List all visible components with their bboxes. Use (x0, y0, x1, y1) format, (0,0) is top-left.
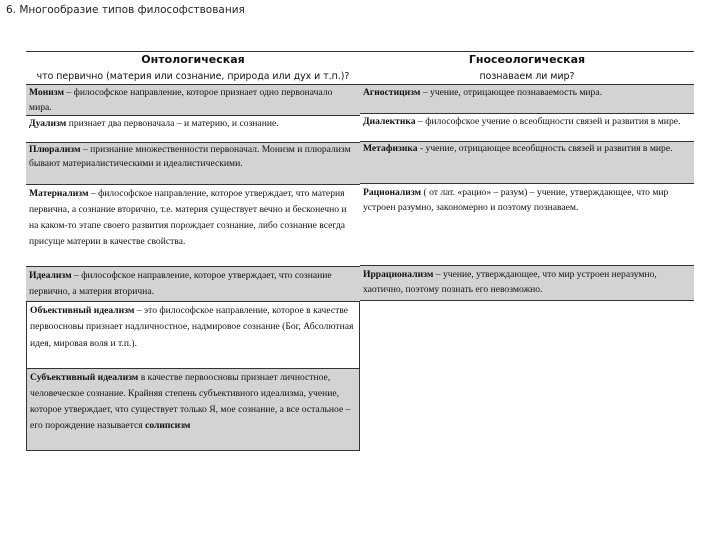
def-pluralism: – признание множественности первоначал. Монизм и плюрализм бывают материалистическими и идеалистическими. (29, 144, 351, 169)
left-row-pluralism (26, 143, 360, 185)
right-row-rationalism (360, 184, 694, 266)
left-row-materialism (26, 185, 360, 267)
term-monism: Монизм (29, 87, 65, 98)
right-subheader-text: познаваем ли мир? (479, 71, 575, 82)
term-rationalism: Рационализм (363, 187, 422, 198)
term-irrationalism: Иррационализм (363, 269, 434, 280)
right-row-metaphysics (360, 142, 694, 184)
def-dualism: признает два первоначала – и материю, и сознание. (66, 118, 279, 129)
right-row-agnosticism (360, 85, 694, 113)
left-subheader-text: что первично (материя или сознание, природа или дух и т.п.)? (36, 71, 350, 82)
term-metaphysics: Метафизика (363, 143, 418, 154)
right-subheader (360, 69, 694, 85)
left-row-idealism (26, 267, 360, 302)
left-row-dualism (26, 115, 360, 143)
left-row-monism (26, 85, 360, 115)
term-solipsism: солипсизм (145, 420, 191, 431)
left-header (26, 51, 360, 67)
term-pluralism: Плюрализм (29, 144, 81, 155)
def-dialectics: – философское учение о всеобщности связей и развития в мире. (415, 116, 681, 127)
right-row-dialectics (360, 113, 694, 142)
def-agnosticism: – учение, отрицающее познаваемость мира. (420, 87, 603, 98)
right-header (360, 51, 694, 67)
left-row-objective-idealism (26, 302, 360, 369)
left-header-text: Онтологическая (141, 53, 245, 66)
left-row-subjective-idealism (26, 369, 360, 451)
def-materialism: – философское направление, которое утверждает, что материя первична, а сознание вторично, т.е. материя существует вечно и бесконечно и на каком-то этапе своего развития порождает сознание, либо сознание всегда присуще материи в качестве свойства. (29, 188, 347, 247)
term-dualism: Дуализм (29, 118, 67, 129)
term-agnosticism: Агностицизм (363, 87, 421, 98)
def-metaphysics: - учение, отрицающее всеобщность связей и развития в мире. (417, 143, 673, 154)
def-idealism: – философское направление, которое утверждает, что сознание первично, а материя вторична. (29, 270, 332, 297)
def-subjective-idealism: в качестве первоосновы признает личностное, человеческое сознание. Крайняя степень субъективного идеализма, учение, которое утверждает, что существует только Я, мое сознание, а все остальное – его порождение называется (30, 372, 351, 431)
left-subheader (26, 69, 360, 85)
def-monism: – философское направление, которое признает одно первоначало мира. (29, 87, 333, 114)
term-materialism: Материализм (29, 188, 89, 199)
term-dialectics: Диалектика (363, 116, 416, 127)
term-objective-idealism: Объективный идеализм (30, 305, 135, 316)
term-subjective-idealism: Субъективный идеализм (30, 372, 139, 383)
right-row-irrationalism (360, 266, 694, 301)
right-header-text: Гносеологическая (468, 53, 586, 66)
def-rationalism: ( от лат. «рацио» – разум) – учение, утверждающее, что мир устроен разумно, закономерно и поэтому познаваем. (363, 187, 669, 213)
def-irrationalism: – учение, утверждающее, что мир устроен неразумно, хаотично, поэтому познать его невозможно. (363, 269, 657, 295)
slide-title: 6. Многообразие типов философствования (6, 4, 245, 16)
term-idealism: Идеализм (29, 270, 72, 281)
def-objective-idealism: – это философское направление, которое в качестве первоосновы признает надличностное, надмировое сознание (Бог, Абсолютная идея, мировая воля и т.п.). (30, 305, 354, 349)
